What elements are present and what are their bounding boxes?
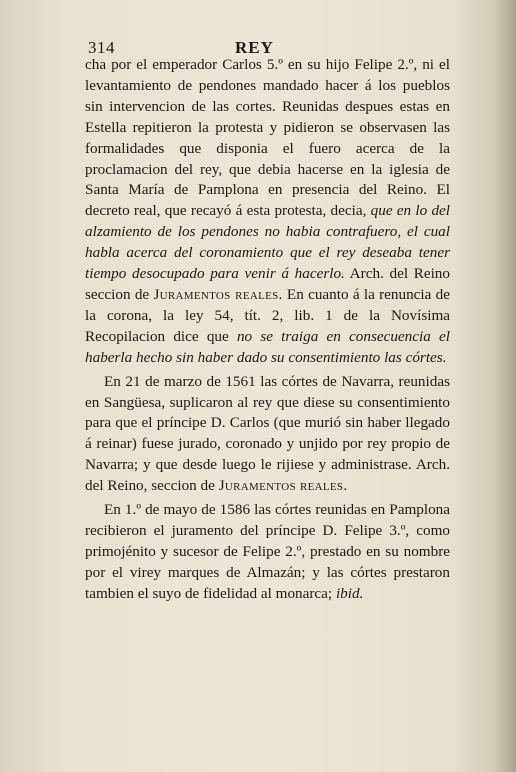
paragraph (85, 55, 450, 369)
running-head: REY (235, 38, 274, 57)
show-through-text (75, 604, 480, 664)
italic-run: no se traiga en consecuencia el haberla hecho sin haber dado su consentimiento las córtes. (85, 327, 450, 366)
small-caps-run: Juramentos reales. (218, 477, 348, 495)
small-caps-run: Juramentos reales. (153, 285, 283, 303)
paragraph (85, 372, 450, 497)
text-run: En cuanto á la renuncia de la corona, la ley 54, tít. 2, lib. 1 de la Novísima Recopilacion dice que (85, 285, 450, 345)
italic-run: ibid. (335, 584, 364, 602)
text-run: cha por el emperador Carlos 5.º en su hijo Felipe 2.º, ni el levantamiento de pendones mandado hacer á los pueblos sin intervencion de las cortes. Reunidas despues estas en Estella repitieron la protesta y pidieron se observasen las formalidades que disponia el fuero acerca de la proclamacion del rey, que debia hacerse en la iglesia de Santa María de Pamplona en presencia del Reino. El decreto real, que recayó á esta protesta, decia, (85, 56, 450, 220)
paragraph (85, 500, 450, 605)
italic-run: que en lo del alzamiento de los pendones no habia contrafuero, el cual habla acerca del coronamiento que el rey deseaba tener tiempo desocupado para venir á hacerlo. (85, 202, 450, 283)
text-run: En 1.º de mayo de 1586 las córtes reunidas en Pamplona recibieron el juramento del príncipe D. Felipe 3.º, como primojénito y sucesor de Felipe 2.º, prestado en su nombre por el virey marques de Almazán; y las córtes prestaron tambien el suyo de fidelidad al monarca; (85, 501, 450, 602)
gutter-shadow (494, 0, 516, 772)
body-text (85, 55, 450, 605)
text-run: Arch. del Reino seccion de (85, 265, 450, 303)
text-run: En 21 de marzo de 1561 las córtes de Navarra, reunidas en Sangüesa, suplicaron al rey que diese su consentimiento para que el príncipe D. Carlos (que murió sin haber llegado á reinar) fuese jurado, coronado y unjido por rey propio de Navarra; y que desde luego le rijiese y administrase. Arch. del Reino, seccion de (85, 372, 450, 495)
page-number: 314 (88, 38, 115, 57)
